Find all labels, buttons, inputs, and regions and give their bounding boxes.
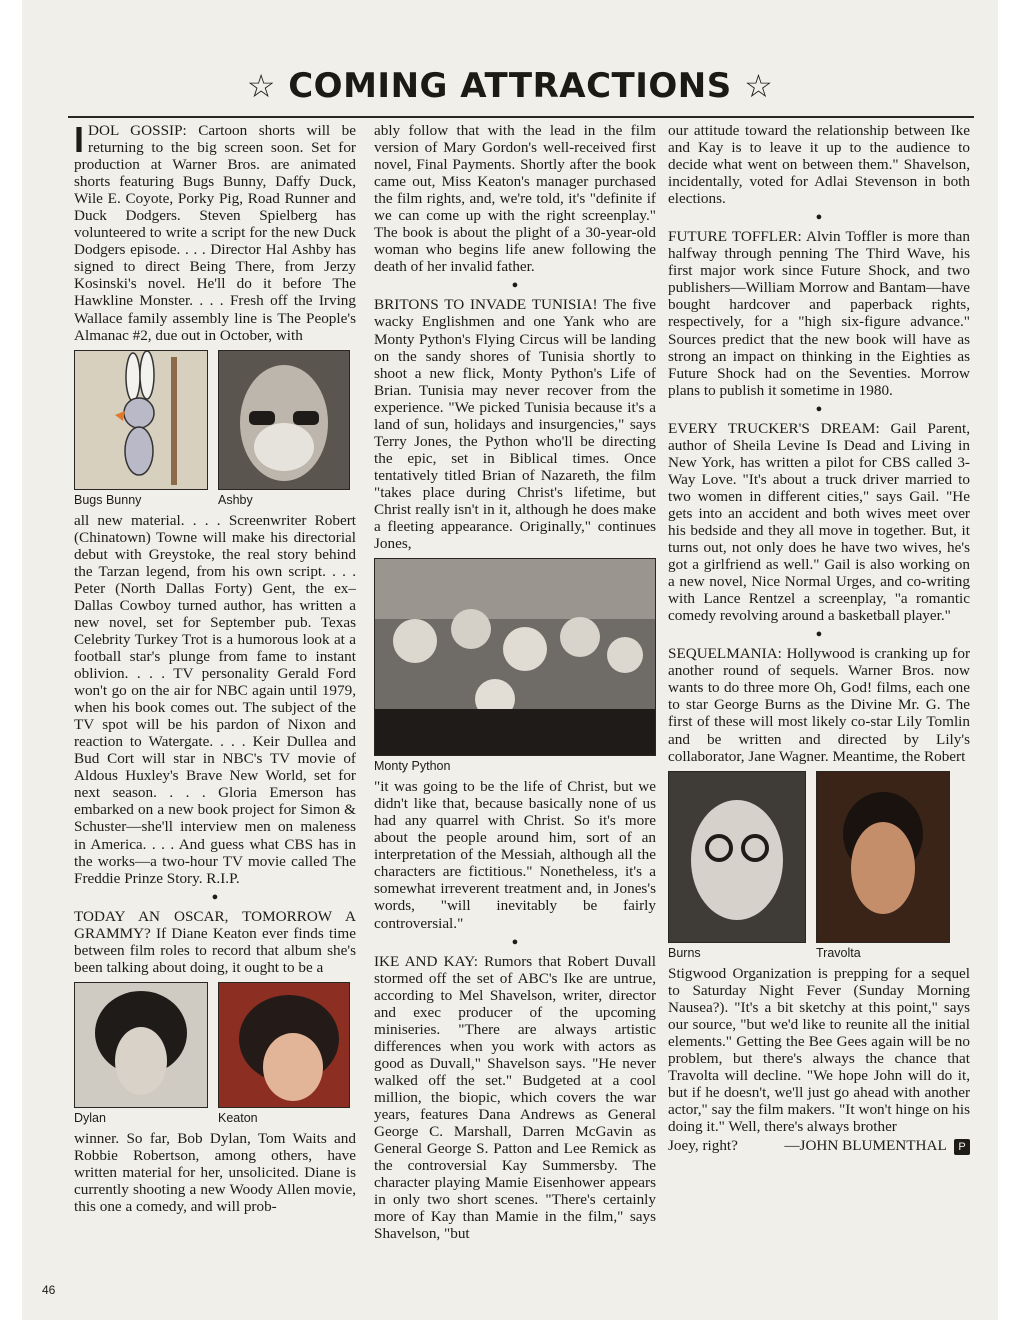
star-icon-right: ☆	[744, 67, 774, 105]
caption-bugs-bunny: Bugs Bunny	[74, 492, 142, 507]
burns-portrait	[669, 772, 805, 942]
dylan-image	[74, 982, 208, 1108]
bugs-bunny-illustration	[75, 351, 207, 489]
photo-burns	[668, 771, 806, 961]
page-title	[22, 66, 998, 110]
col2-photo-row	[374, 558, 656, 774]
bullet-separator: ●	[815, 211, 823, 224]
ashby-portrait	[219, 351, 349, 489]
photo-monty-python	[374, 558, 656, 774]
keaton-image	[218, 982, 350, 1108]
col1-para-screenwriter: all new material. . . . Screenwriter Robert (Chinatown) Towne will make his directorial debut with Greystoke, the real story behind the Tarzan legend, from his own script. . . . Peter (North Dallas Forty) Gent, the ex–Dallas Cowboy turned author, has written a new novel, set for September pub. Texas Celebrity Turkey Trot is a humorous look at a football star's plunge from fame to instant oblivion. . . . TV personality Gerald Ford won't go on the air for NBC again until 1979, when his book comes out. The subject of the TV spot will be his pardon of Nixon and reaction to Watergate. . . . Keir Dullea and Bud Cort will star in NBC's TV movie of Aldous Huxley's Brave New World, set for next season. . . . Gloria Emerson has embarked on a new book project for Simon & Schuster—she'll interview men on maleness in America. . . . And guess what CBS has in the works—a two-hour TV movie called The Freddie Prinze Story. R.I.P.	[74, 511, 356, 887]
bullet-separator: ●	[815, 628, 823, 641]
title-rule	[68, 116, 974, 118]
byline: —JOHN BLUMENTHAL	[784, 1137, 947, 1155]
photo-travolta	[816, 771, 950, 961]
playboy-end-mark-icon: P	[954, 1139, 970, 1155]
col3-para-ike-kay-cont: our attitude toward the relationship between Ike and Kay is to leave it up to the audience to decide what went on between them." Shavelson, incidentally, voted for Adlai Stevenson in both elections.	[668, 122, 970, 208]
col2-para-ike-and-kay: IKE AND KAY: Rumors that Robert Duvall stormed off the set of ABC's Ike are untrue, according to Mel Shavelson, writer, director and exec producer of the upcoming miniseries. "There are always artistic differences when you work with actors as good as Duvall," Shavelson says. "He never walked off the set." Budgeted at a cool million, the biopic, which covers the war years, features Dana Andrews as General George C. Marshall, Darren McGavin as General George S. Patton and Lee Remick as the controversial Kay Summersby. The character playing Mamie Eisenhower appears in only two short scenes. "There's certainly more of Kay than Mamie in the film," says Shavelson, "but	[374, 952, 656, 1243]
col3-para-sequelmania: SEQUELMANIA: Hollywood is cranking up for another round of sequels. Warner Bros. now wants to do three more Oh, God! films, each one to star George Burns as the Divine Mr. G. The first of these will most likely co-star Lily Tomlin and be written and directed by Lily's collaborator, Jane Wagner. Meantime, the Robert	[668, 645, 970, 765]
col1-para-oscar-grammy: TODAY AN OSCAR, TOMORROW A GRAMMY? If Diane Keaton ever finds time between film roles to record that album she's been talking about doing, it ought to be a	[74, 907, 356, 976]
col1-photo-row-1	[74, 350, 356, 508]
travolta-image	[816, 771, 950, 943]
photo-bugs-bunny	[74, 350, 208, 508]
column-2	[374, 122, 656, 1242]
signoff-lead: Joey, right?	[668, 1137, 738, 1155]
title-text: COMING ATTRACTIONS	[288, 66, 732, 106]
caption-dylan: Dylan	[74, 1110, 106, 1125]
caption-travolta: Travolta	[816, 945, 861, 960]
page-number: 46	[42, 1283, 56, 1297]
star-icon-left: ☆	[246, 67, 276, 105]
bullet-separator: ●	[815, 402, 823, 415]
col3-para-trucker: EVERY TRUCKER'S DREAM: Gail Parent, author of Sheila Levine Is Dead and Living in New York, has written a pilot for CBS called 3-Way Love. "It's about a truck driver married to two women in different cities," says Gail. "He gets into an accident and both wives meet over his bedside and they all move in together. But, it turns out, not only does he have two wives, he's got a girlfriend as well." Gail is also working on a new novel, Nice Normal Urges, and co-writing with Lance Rentzel a screenplay, "a romantic comedy revolving around a basketball player."	[668, 419, 970, 625]
col3-para-toffler: FUTURE TOFFLER: Alvin Toffler is more than halfway through penning The Third Wave, his first major work since Future Shock, and two publishers—William Morrow and Bantam—have bought hardcover and paperback rights, respectively, for a "high six-figure advance." Sources predict that the new book will have as strong an impact on thinking in the Eighties as Future Shock had on the Seventies. Morrow plans to publish it sometime in 1980.	[668, 228, 970, 399]
magazine-page	[22, 0, 998, 1320]
photo-keaton	[218, 982, 350, 1126]
col2-para-life-of-christ: "it was going to be the life of Christ, but we didn't like that, because basically none of us had any quarrel with Christ. So it's more about the people around him, sort of an interpretation of the Messiah, although all the characters are fictitious." Nonetheless, it's a somewhat irreverent treatment and, in Jones's words, "will inevitably be fairly controversial."	[374, 778, 656, 932]
bullet-separator: ●	[511, 279, 519, 292]
col2-para-keaton: ably follow that with the lead in the film version of Mary Gordon's well-received first novel, Final Payments. Shortly after the book came out, Miss Keaton's manager purchased the film rights, and, we're told, it's "definite if we can come up with the right screenplay." The book is about the plight of a 30-year-old woman who begins life anew following the death of her invalid father.	[374, 122, 656, 276]
dylan-portrait	[75, 983, 207, 1107]
ashby-image	[218, 350, 350, 490]
bullet-separator: ●	[211, 890, 219, 903]
drop-cap: I	[74, 119, 85, 160]
col1-photo-row-2	[74, 982, 356, 1126]
col1-para-idol-gossip: IDOL GOSSIP: Cartoon shorts will be returning to the big screen soon. Set for production at Warner Bros. are animated shorts featuring Bugs Bunny, Daffy Duck, Wile E. Coyote, Porky Pig, Road Runner and Duck Dodgers. Steven Spielberg has volunteered to write a script for the new Duck Dodgers episode. . . . Director Hal Ashby has signed to direct Being There, from Jerzy Kosinski's novel. He'll do it before The Hawkline Monster. . . . Fresh off the Irving Wallace family assembly line is The People's Almanac #2, due out in October, with	[74, 119, 356, 344]
signoff-line	[668, 1137, 970, 1155]
photo-ashby	[218, 350, 350, 508]
column-3	[668, 122, 970, 1155]
caption-keaton: Keaton	[218, 1110, 258, 1125]
caption-burns: Burns	[668, 945, 701, 960]
travolta-portrait	[817, 772, 949, 942]
bugs-bunny-image	[74, 350, 208, 490]
burns-image	[668, 771, 806, 943]
photo-dylan	[74, 982, 208, 1126]
column-1	[74, 119, 356, 1216]
bullet-separator: ●	[511, 935, 519, 948]
caption-ashby: Ashby	[218, 492, 253, 507]
monty-python-group	[375, 559, 655, 755]
col3-photo-row	[668, 771, 970, 961]
col2-para-britons: BRITONS TO INVADE TUNISIA! The five wacky Englishmen and one Yank who are Monty Python's Flying Circus will be landing on the sandy shores of Tunisia shortly to shoot a new flick, Monty Python's Life of Brian. Tunisia may never recover from the experience. "We picked Tunisia because it's a land of sun, holidays and insurgencies," says Terry Jones, the Python who'll be directing the epic, set in Biblical times. Once tentatively titled Brian of Nazareth, the film "takes place during Christ's lifetime, but Christ really isn't in it, although he does make a fleeting appearance. Originally," continues Jones,	[374, 296, 656, 553]
monty-python-image	[374, 558, 656, 756]
keaton-portrait	[219, 983, 349, 1107]
col3-para-stigwood: Stigwood Organization is prepping for a sequel to Saturday Night Fever (Sunday Morning Nausea?). "It's a bit sketchy at this point," says our source, "but we'd like to reunite all the initial elements." Getting the Bee Gees again will be no problem, but there's always the chance that Travolta will decline. "We hope John will do it, but if he doesn't, we'll just go ahead with another actor," say the film makers. "It won't hinge on his doing it." Well, there's always brother	[668, 964, 970, 1136]
col1-para-winner: winner. So far, Bob Dylan, Tom Waits and Robbie Robertson, among others, have written material for her, unsolicited. Diane is currently shooting a new Woody Allen movie, this one a comedy, and will prob-	[74, 1129, 356, 1216]
caption-monty-python: Monty Python	[374, 759, 451, 774]
